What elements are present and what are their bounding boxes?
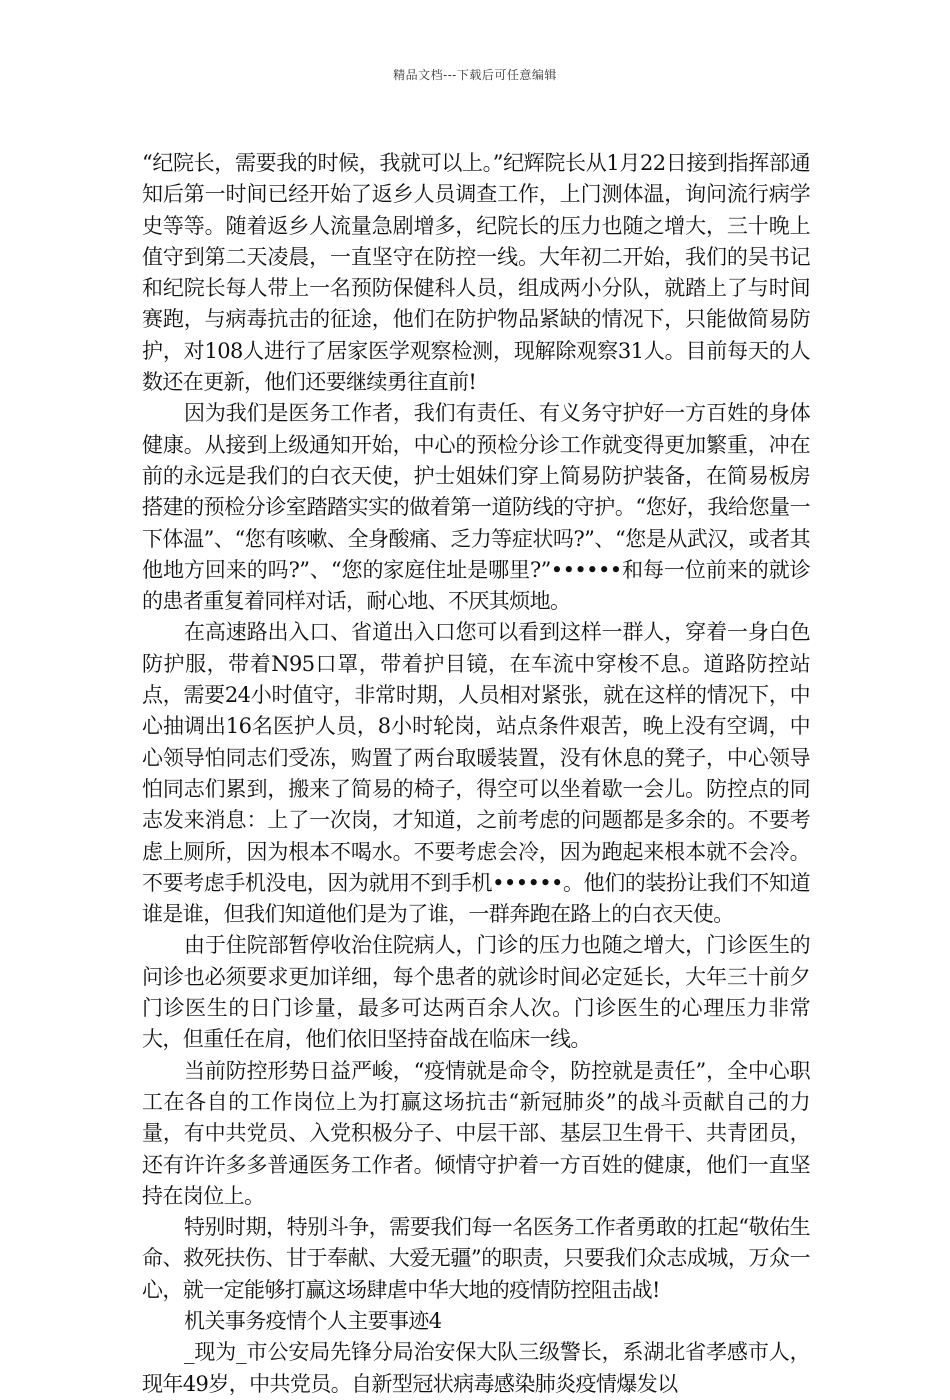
paragraph-6: 特别时期，特别斗争，需要我们每一名医务工作者勇敢的扛起“敬佑生命、救死扶伤、甘于奉献、大爱无疆”的职责，只要我们众志成城，万众一心，就一定能够打赢这场肆虐中华大地的疫情防控阻击战! [142,1215,810,1302]
paragraph-2: 因为我们是医务工作者，我们有责任、有义务守护好一方百姓的身体健康。从接到上级通知开始，中心的预检分诊工作就变得更加繁重，冲在前的永远是我们的白衣天使，护士姐妹们穿上简易防护装备，在简易板房搭建的预检分诊室踏踏实实的做着第一道防线的守护。“您好，我给您量一下体温”、“您有咳嗽、全身酸痛、乏力等症状吗?”、“您是从武汉，或者其他地方回来的吗?”、“您的家庭住址是哪里?”••••••和每一位前来的就诊的患者重复着同样对话，耐心地、不厌其烦地。 [142,401,810,614]
document-body [142,148,810,1400]
section-title: 机关事务疫情个人主要事迹4 [184,1308,442,1333]
page-header: 精品文档---下载后可任意编辑 [393,68,557,82]
paragraph-3: 在高速路出入口、省道出入口您可以看到这样一群人，穿着一身白色防护服，带着N95口罩，带着护目镜，在车流中穿梭不息。道路防控站点，需要24小时值守，非常时期，人员相对紧张，就在这样的情况下，中心抽调出16名医护人员，8小时轮岗，站点条件艰苦，晚上没有空调，中心领导怕同志们受冻，购置了两台取暖装置，没有休息的凳子，中心领导怕同志们累到，搬来了简易的椅子，得空可以坐着歇一会儿。防控点的同志发来消息：上了一次岗，才知道，之前考虑的问题都是多余的。不要考虑上厕所，因为根本不喝水。不要考虑会冷，因为跑起来根本就不会冷。不要考虑手机没电，因为就用不到手机••••••。他们的装扮让我们不知道谁是谁，但我们知道他们是为了谁，一群奔跑在路上的白衣天使。 [142,620,810,927]
paragraph-1: “纪院长，需要我的时候，我就可以上。”纪辉院长从1月22日接到指挥部通知后第一时间已经开始了返乡人员调查工作，上门测体温，询问流行病学史等等。随着返乡人流量急剧增多，纪院长的压力也随之增大，三十晚上值守到第二天凌晨，一直坚守在防控一线。大年初二开始，我们的吴书记和纪院长每人带上一名预防保健科人员，组成两小分队，就踏上了与时间赛跑，与病毒抗击的征途，他们在防护物品紧缺的情况下，只能做简易防护，对108人进行了居家医学观察检测，现解除观察31人。目前每天的人数还在更新，他们还要继续勇往直前! [142,151,810,395]
paragraph-5: 当前防控形势日益严峻，“疫情就是命令，防控就是责任”，全中心职工在各自的工作岗位上为打赢这场抗击“新冠肺炎”的战斗贡献自己的力量，有中共党员、入党积极分子、中层干部、基层卫生骨干、共青团员，还有许许多多普通医务工作者。倾情守护着一方百姓的健康，他们一直坚持在岗位上。 [142,1058,810,1208]
paragraph-7: _现为_市公安局先锋分局治安保大队三级警长，系湖北省孝感市人，现年49岁，中共党员。自新型冠状病毒感染肺炎疫情爆发以 [142,1340,810,1396]
paragraph-4: 由于住院部暂停收治住院病人，门诊的压力也随之增大，门诊医生的问诊也必须要求更加详细，每个患者的就诊时间必定延长，大年三十前夕门诊医生的日门诊量，最多可达两百余人次。门诊医生的心理压力非常大，但重任在肩，他们依旧坚持奋战在临床一线。 [142,933,810,1052]
